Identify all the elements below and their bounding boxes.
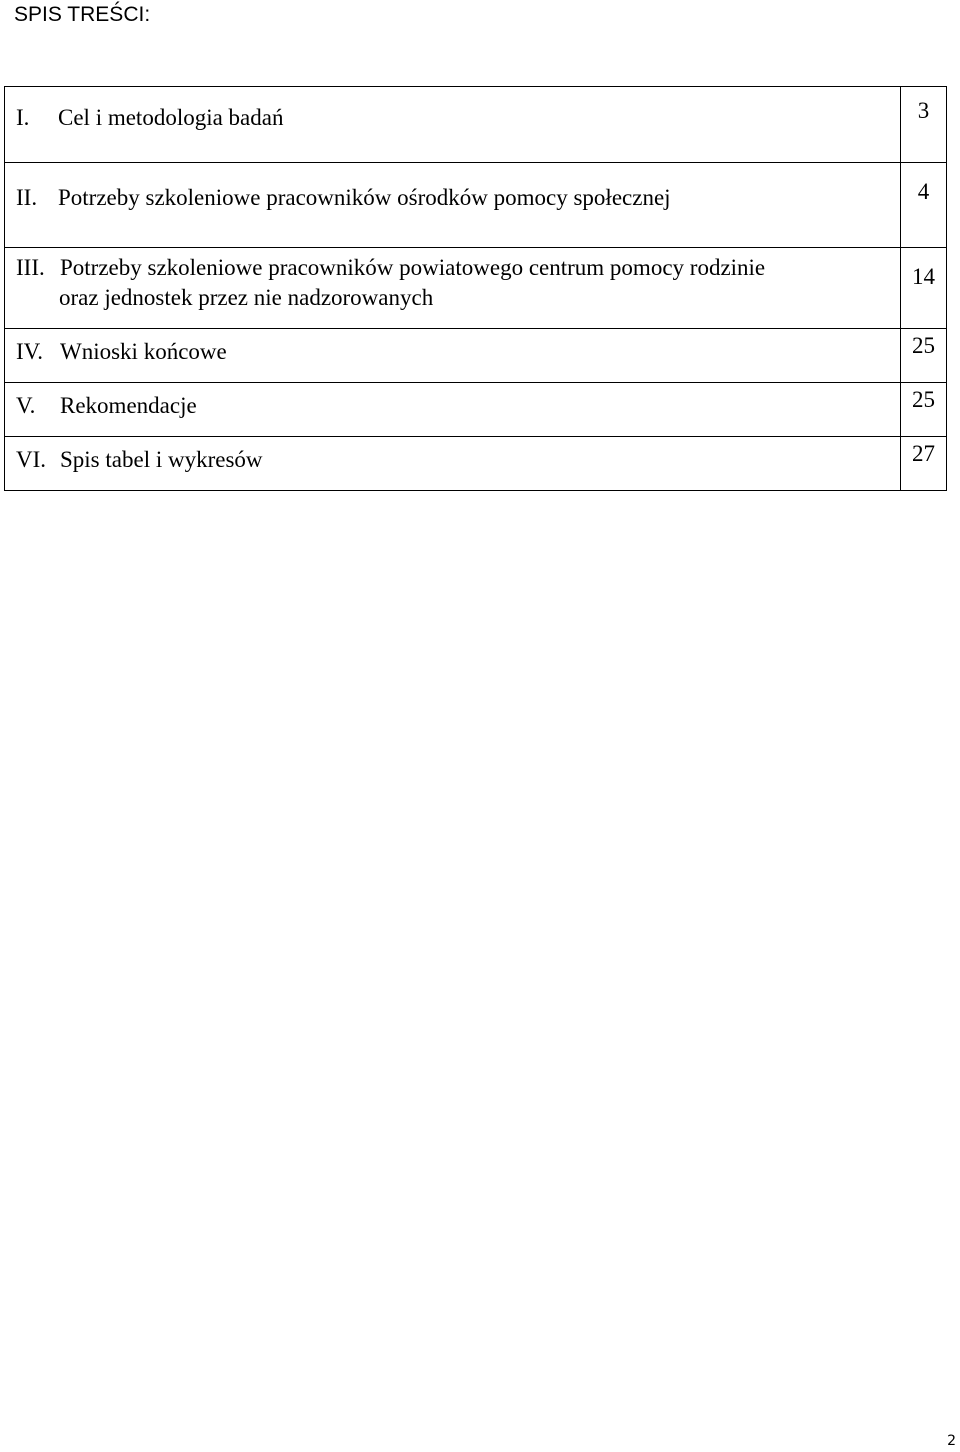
table-of-contents [4,86,947,491]
toc-entry-title-cell [5,248,901,329]
toc-entry-title-cell [5,163,901,248]
toc-entry-page: 25 [900,383,946,437]
toc-entry-title[interactable]: Rekomendacje [60,393,197,418]
toc-entry-numeral: III. [16,255,45,280]
toc-row [5,248,947,329]
toc-entry-numeral: V. [16,393,36,418]
toc-entry-title-cell [5,329,901,383]
toc-entry-page: 14 [900,248,946,329]
toc-entry-title[interactable]: Potrzeby szkoleniowe pracowników powiatowego centrum pomocy rodzinie [60,255,766,280]
toc-entry-title-cell [5,437,901,491]
page-number: 2 [947,1433,956,1449]
toc-entry-numeral: I. [16,105,30,130]
toc-entry-page: 27 [900,437,946,491]
toc-entry-numeral: II. [16,185,38,210]
toc-entry-title-cell [5,383,901,437]
toc-entry-title[interactable]: Potrzeby szkoleniowe pracowników ośrodków pomocy społecznej [58,185,671,210]
toc-entry-title-continuation[interactable]: oraz jednostek przez nie nadzorowanych [59,285,434,310]
toc-row [5,437,947,491]
page-title: SPIS TREŚCI: [14,3,151,26]
toc-row [5,163,947,248]
toc-row [5,329,947,383]
toc-entry-title[interactable]: Cel i metodologia badań [58,105,284,130]
toc-entry-numeral: VI. [16,447,47,472]
toc-entry-title[interactable]: Wnioski końcowe [60,339,227,364]
toc-entry-title[interactable]: Spis tabel i wykresów [60,447,263,472]
toc-entry-numeral: IV. [16,339,44,364]
toc-entry-page: 25 [900,329,946,383]
toc-row [5,87,947,163]
toc-row [5,383,947,437]
toc-entry-title-cell [5,87,901,163]
toc-entry-page: 3 [900,87,946,163]
toc-entry-page: 4 [900,163,946,248]
